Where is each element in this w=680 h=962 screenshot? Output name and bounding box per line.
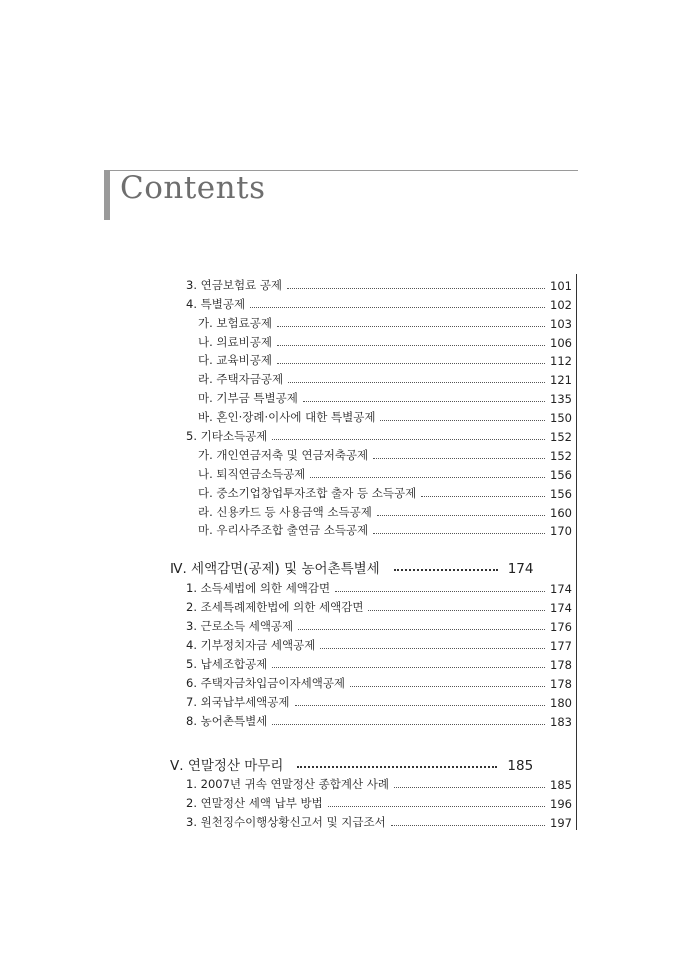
header-accent-bar: [104, 170, 110, 220]
toc-section-iv[interactable]: [170, 555, 576, 577]
toc-group-a: [170, 274, 576, 538]
toc-entry-page: 106: [550, 335, 572, 350]
toc-entry[interactable]: [170, 331, 576, 350]
toc-entry-label: 2. 연말정산 세액 납부 방법: [186, 796, 323, 811]
toc-entry-label: 라. 신용카드 등 사용금액 소득공제: [198, 504, 372, 519]
toc-leader: [368, 610, 545, 611]
toc-entry-page: 152: [550, 448, 572, 463]
toc-entry-label: 1. 2007년 귀속 연말정산 종합계산 사례: [186, 777, 389, 792]
toc-section-label: Ⅴ. 연말정산 마무리: [170, 757, 284, 774]
toc-leader: [328, 806, 545, 807]
toc-entry-page: 174: [550, 582, 572, 597]
toc-entry[interactable]: [170, 691, 576, 710]
toc-entry-page: 152: [550, 430, 572, 445]
toc-entry-page: 156: [550, 467, 572, 482]
toc-group-b: [170, 577, 576, 728]
toc-leader: [297, 766, 497, 768]
toc-entry-label: 가. 보험료공제: [198, 315, 272, 330]
toc-entry-label: 7. 외국납부세액공제: [186, 694, 290, 709]
toc-entry-page: 178: [550, 676, 572, 691]
toc-leader: [380, 420, 545, 421]
toc-entry-page: 176: [550, 620, 572, 635]
toc-section-page: 174: [507, 561, 534, 578]
toc-entry-page: 121: [550, 373, 572, 388]
toc-entry-label: 3. 연금보험료 공제: [186, 277, 283, 292]
toc-leader: [277, 363, 545, 364]
toc-leader: [391, 825, 545, 826]
toc-entry-label: 4. 특별공제: [186, 296, 246, 311]
toc-entry[interactable]: [170, 312, 576, 331]
toc-entry-page: 183: [550, 714, 572, 729]
toc-right-rule: [576, 274, 577, 830]
toc-leader: [310, 477, 545, 478]
toc-leader: [335, 591, 545, 592]
toc-entry-page: 180: [550, 695, 572, 710]
toc-entry[interactable]: [170, 615, 576, 634]
toc-entry[interactable]: [170, 293, 576, 312]
toc-entry-label: 바. 혼인·장례·이사에 대한 특별공제: [198, 410, 376, 425]
toc-entry-page: 101: [550, 278, 572, 293]
toc-leader: [287, 288, 545, 289]
toc-entry[interactable]: [170, 710, 576, 729]
toc-entry[interactable]: [170, 501, 576, 520]
toc-entry-page: 185: [550, 778, 572, 793]
toc-entry-label: 가. 개인연금저축 및 연금저축공제: [198, 447, 369, 462]
toc-entry[interactable]: [170, 425, 576, 444]
toc-entry-page: 103: [550, 316, 572, 331]
toc-entry-page: 197: [550, 816, 572, 831]
toc-entry-label: 나. 퇴직연금소득공제: [198, 466, 306, 481]
toc-entry-page: 135: [550, 392, 572, 407]
toc-leader: [303, 401, 545, 402]
toc-leader: [272, 439, 545, 440]
toc-leader: [320, 648, 545, 649]
toc-entry-page: 177: [550, 639, 572, 654]
toc-entry-label: 2. 조세특례제한법에 의한 세액감면: [186, 600, 364, 615]
toc-entry-label: 3. 근로소득 세액공제: [186, 619, 294, 634]
toc-entry-page: 174: [550, 601, 572, 616]
toc-entry[interactable]: [170, 444, 576, 463]
toc-entry[interactable]: [170, 368, 576, 387]
toc-entry-label: 8. 농어촌특별세: [186, 713, 268, 728]
toc-entry-label: 마. 우리사주조합 출연금 소득공제: [198, 523, 369, 538]
toc-leader: [250, 307, 545, 308]
toc-leader: [377, 515, 545, 516]
toc-section-page: 185: [507, 757, 534, 774]
toc-entry-label: 다. 교육비공제: [198, 353, 272, 368]
toc-entry[interactable]: [170, 520, 576, 539]
toc-entry[interactable]: [170, 653, 576, 672]
toc-leader: [373, 458, 545, 459]
toc-entry[interactable]: [170, 387, 576, 406]
toc-entry-label: 5. 납세조합공제: [186, 656, 268, 671]
toc-entry[interactable]: [170, 811, 576, 830]
toc-entry-page: 178: [550, 657, 572, 672]
toc-leader: [394, 569, 498, 571]
toc-entry[interactable]: [170, 774, 576, 793]
toc-entry-label: 마. 기부금 특별공제: [198, 391, 298, 406]
toc-entry-label: 3. 원천징수이행상황신고서 및 지급조서: [186, 815, 386, 830]
toc-entry-page: 150: [550, 411, 572, 426]
toc-entry[interactable]: [170, 350, 576, 369]
toc-entry[interactable]: [170, 672, 576, 691]
toc-entry-label: 4. 기부정치자금 세액공제: [186, 638, 316, 653]
toc-leader: [277, 345, 545, 346]
toc-entry[interactable]: [170, 634, 576, 653]
toc-entry[interactable]: [170, 274, 576, 293]
toc-entry-label: 6. 주택자금차입금이자세액공제: [186, 675, 346, 690]
toc-entry-label: 1. 소득세법에 의한 세액감면: [186, 581, 331, 596]
toc-entry-page: 102: [550, 297, 572, 312]
toc-leader: [394, 787, 545, 788]
toc-entry[interactable]: [170, 596, 576, 615]
toc-entry-page: 112: [550, 354, 572, 369]
toc-leader: [350, 686, 545, 687]
table-of-contents: [170, 274, 576, 830]
toc-entry-page: 156: [550, 486, 572, 501]
toc-leader: [277, 326, 545, 327]
toc-entry-page: 160: [550, 505, 572, 520]
toc-entry-page: 196: [550, 797, 572, 812]
toc-entry-label: 5. 기타소득공제: [186, 429, 268, 444]
toc-leader: [295, 705, 546, 706]
toc-leader: [373, 533, 545, 534]
toc-leader: [272, 724, 545, 725]
toc-leader: [298, 629, 545, 630]
toc-leader: [272, 667, 545, 668]
toc-entry[interactable]: [170, 577, 576, 596]
toc-section-v[interactable]: [170, 752, 576, 774]
toc-entry-label: 나. 의료비공제: [198, 334, 272, 349]
toc-leader: [421, 496, 545, 497]
page-title: Contents: [120, 170, 266, 206]
toc-entry-label: 다. 중소기업창업투자조합 출자 등 소득공제: [198, 485, 417, 500]
toc-entry-label: 라. 주택자금공제: [198, 372, 284, 387]
toc-leader: [288, 382, 545, 383]
toc-group-c: [170, 774, 576, 831]
toc-entry[interactable]: [170, 463, 576, 482]
toc-entry[interactable]: [170, 482, 576, 501]
toc-entry[interactable]: [170, 792, 576, 811]
toc-section-label: Ⅳ. 세액감면(공제) 및 농어촌특별세: [170, 561, 380, 578]
toc-entry[interactable]: [170, 406, 576, 425]
toc-entry-page: 170: [550, 524, 572, 539]
